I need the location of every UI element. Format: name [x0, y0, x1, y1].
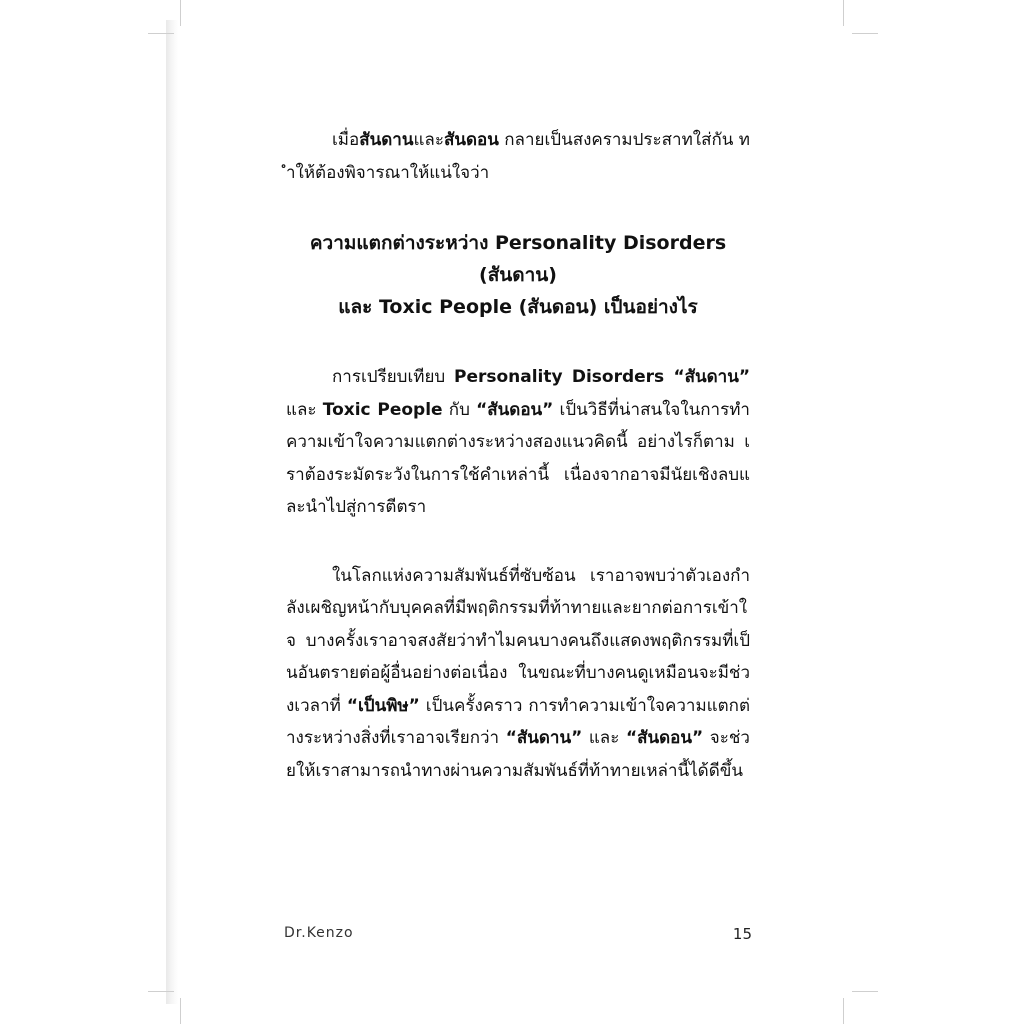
- crop-mark-top-left-h: [148, 33, 174, 34]
- intro-paragraph: เมื่อสันดานและสันดอน กลายเป็นสงครามประสาทใส่กัน ทำให้ต้องพิจารณาให้แน่ใจว่า: [286, 130, 751, 183]
- crop-mark-bottom-right: [843, 998, 844, 1024]
- crop-mark-bottom-right-h: [852, 991, 878, 992]
- relationships-paragraph: ในโลกแห่งความสัมพันธ์ที่ซับซ้อน เราอาจพบว่าตัวเองกำลังเผชิญหน้ากับบุคคลที่มีพฤติกรรมที่ท้าทายและยากต่อการเข้าใจ บางครั้งเราอาจสงสัยว่าทำไมคนบางคนถึงแสดงพฤติกรรมที่เป็นอันตรายต่อผู้อื่นอย่างต่อเนื่อง ในขณะที่บางคนดูเหมือนจะมีช่วงเวลาที่ “เป็นพิษ” เป็นครั้งคราว การทำความเข้าใจความแตกต่างระหว่างสิ่งที่เราอาจเรียกว่า “สันดาน” และ “สันดอน” จะช่วยให้เราสามารถนำทางผ่านความสัมพันธ์ที่ท้าทายเหล่านี้ได้ดีขึ้น: [286, 565, 751, 781]
- crop-mark-top-left: [180, 0, 181, 26]
- comparison-paragraph: การเปรียบเทียบ Personality Disorders “สันดาน” และ Toxic People กับ “สันดอน” เป็นวิธีที่น่าสนใจในการทำความเข้าใจความแตกต่างระหว่างสองแนวคิดนี้ อย่างไรก็ตาม เราต้องระมัดระวังในการใช้คำเหล่านี้ เนื่องจากอาจมีนัยเชิงลบและนำไปสู่การตีตรา: [286, 367, 750, 517]
- crop-mark-bottom-left-h: [148, 991, 174, 992]
- crop-mark-top-right: [843, 0, 844, 26]
- section-heading: [286, 227, 750, 323]
- crop-mark-top-right-h: [852, 33, 878, 34]
- term-sandan: สันดาน: [359, 130, 414, 150]
- crop-mark-bottom-left: [180, 998, 181, 1024]
- heading-line-2: และ Toxic People (สันดอน) เป็นอย่างไร: [338, 296, 698, 318]
- footer-author: Dr.Kenzo: [284, 925, 354, 941]
- page-number: 15: [732, 925, 752, 943]
- term-sandon: สันดอน: [443, 130, 499, 150]
- page-edge-shadow: [166, 20, 178, 1004]
- page-body: [286, 124, 750, 787]
- heading-line-1: ความแตกต่างระหว่าง Personality Disorders (สันดาน): [309, 232, 727, 286]
